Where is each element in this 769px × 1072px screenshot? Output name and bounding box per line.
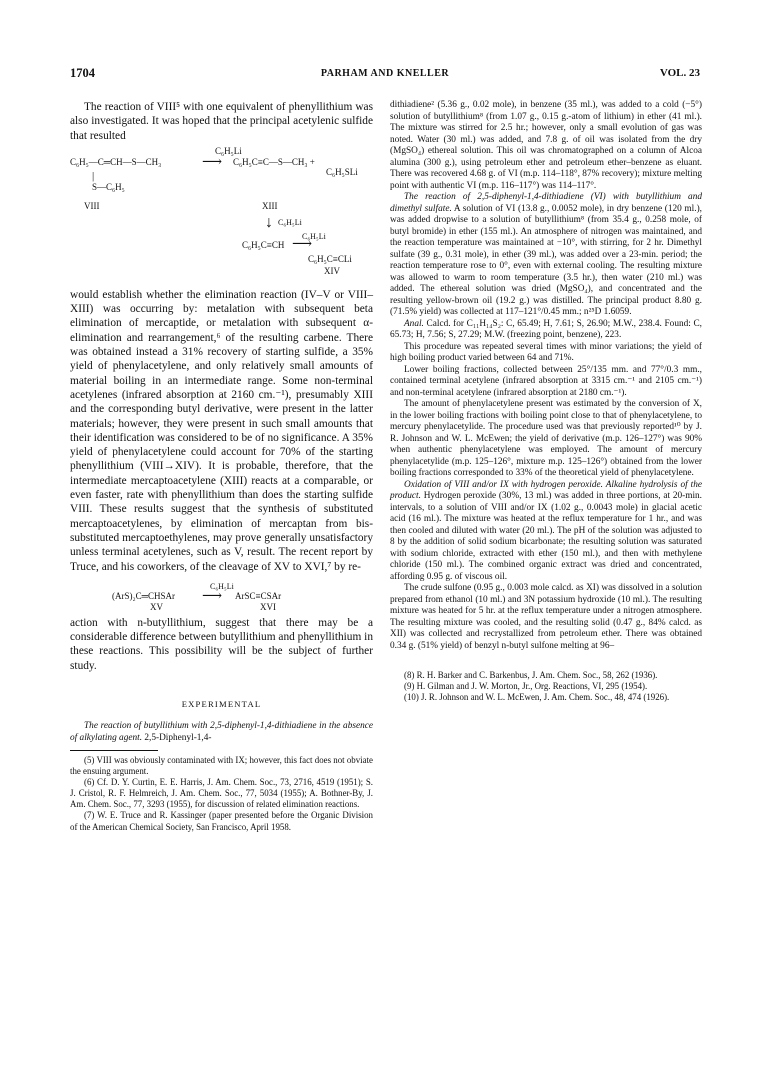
footnote-rule — [70, 750, 158, 751]
footnote-10: (10) J. R. Johnson and W. L. McEwen, J. Am. Chem. Soc., 48, 474 (1926). — [404, 692, 670, 703]
footnote-5: (5) VIII was obviously contaminated with IX; however, this fact does not obviate the ensuing argument. — [70, 755, 373, 777]
running-title: PARHAM AND KNELLER — [320, 68, 450, 79]
footnote-8: (8) R. H. Barker and C. Barkenbus, J. Am. Chem. Soc., 58, 262 (1936). — [404, 670, 658, 680]
page-number: 1704 — [70, 66, 95, 80]
lower-fractions: Lower boiling fractions, collected between 25°/135 mm. and 77°/0.3 mm., contained terminal acetylene (infrared absorption at 3315 cm.⁻¹ and 2105 cm.⁻¹) and non-terminal acetylene (infrared absorption at 2180 cm.⁻¹). — [390, 364, 702, 398]
analysis — [390, 319, 702, 342]
footnote-6: (6) Cf. D. Y. Curtin, E. E. Harris, J. Am. Chem. Soc., 73, 2716, 4519 (1951); S. J. Cristol, R. F. Helmreich, J. Am. Chem. Soc., 77, 5034 (1955); A. Bothner-By, J. Am. Chem. Soc., 77, 3293 (1955), for discussion of related elimination reactions. — [70, 777, 373, 810]
experiment-1-body: dithiadiene² (5.36 g., 0.02 mole), in benzene (35 ml.), was added to a cold (−5°) solution of butyllithium⁸ (from 1.07 g., 0.15 g.-atom of lithium) in ether (41 ml.). The mixture was stirred for 2.5 hr.; however, only a small evolution of gas was noted. Water (30 ml.) was added, and 7.8 g. of oil was isolated from the dry (MgSO₄) ethereal solution. This oil was chromatographed on a column of Alcoa alumina (300 g.), using petroleum ether and petroleum ether–benzene as eluant. There was recovered 4.68 g. of VI (m.p. 114–118°, 87% recovery); mixture melting point with authentic VI (m.p. 116–117°) was 114–117°. — [390, 100, 702, 191]
experiment-2 — [390, 192, 702, 319]
scheme1-reagent-down: C₆H₅Li — [278, 217, 302, 227]
oxidation-title: Oxidation of VIII and/or IX with hydrogen peroxide. Alkaline hydrolysis of the product. — [390, 479, 702, 501]
oxidation — [390, 480, 702, 584]
scheme1-substituent: S—C₆H₅ — [92, 181, 125, 192]
analysis-label: Anal. — [404, 318, 424, 329]
analysis-body: Calcd. for C₁₁H₁₄S₂: C, 65.49; H, 7.61; S, 26.90; M.W., 238.4. Found: C, 65.73; H, 7.56; S, 27.29; M.W. (freezing point, benzene), 223. — [390, 318, 702, 340]
scheme1-reagent-top: C₆H₅Li — [215, 145, 242, 156]
sulfone-hydrolysis: The crude sulfone (0.95 g., 0.003 mole calcd. as XI) was dissolved in a solution prepared from ethanol (10 ml.) and 3N potassium hydroxide (10 ml.). The resulting mixture was heated for 5 hr. at the reflux temperature under a nitrogen atmosphere. The resulting mixture was cooled, and the resulting solid (0.47 g., 84% calcd. as XII) was collected and recrystallized from petroleum ether. There was obtained 0.34 g. (51% yield) of benzyl n-butyl sulfone melting at 96– — [390, 583, 702, 651]
scheme2-start: (ArS)₂C═CHSAr — [112, 590, 176, 601]
scheme2-arrow: ⟶ — [202, 588, 223, 604]
experimental-title: The reaction of butyllithium with 2,5-diphenyl-1,4-dithiadiene in the absence of alkylating agent. — [70, 721, 373, 743]
volume-label: VOL. 23 — [659, 67, 700, 79]
scheme1-bond: | — [92, 169, 95, 182]
footnote-7: (7) W. E. Truce and R. Kassinger (paper presented before the Organic Division of the American Chemical Society, San Francisco, April 1958. — [70, 810, 373, 832]
scheme2-label-start: XV — [150, 601, 163, 612]
reaction-scheme-2 — [70, 582, 373, 610]
phenylacetylene-estimate: The amount of phenylacetylene present was estimated by the conversion of X, in the lower boiling fractions with boiling point close to that of phenylacetylene, to mercury phenylacetylide. The procedure used was that previously reported¹⁰ by J. R. Johnson and W. L. McEwen; the yield of derivative (m.p. 126–127°) was 90% when authentic phenylacetylene was employed. The amount of mercury phenylacetylide (m.p. 125–126°, mixture m.p. 125–126°) obtained from the lower boiling fractions corresponded to 33% of the theoretical yield of phenylacetylene. — [390, 399, 702, 478]
scheme1-product1: C₆H₅C≡C—S—CH₃ + — [233, 156, 315, 167]
scheme2-label-product: XVI — [260, 601, 276, 612]
left-column — [70, 100, 373, 833]
right-column — [390, 100, 702, 703]
paragraph-conclusion: action with n-butyllithium, suggest that there may be a considerable difference between butyllithium and phenyllithium in these reactions. This possibility will be the subject of further study. — [70, 616, 373, 672]
scheme1-start: C₆H₅—C═CH—S—CH₃ — [70, 156, 162, 167]
scheme1-label-product1: XIII — [262, 200, 278, 211]
oxidation-body: Hydrogen peroxide (30%, 13 ml.) was added in three portions, at 20-min. intervals, to a solution of VIII and/or IX (1.02 g., 0.0043 mole) in glacial acetic acid (16 ml.). The mixture was heated at the reflux temperature for 1 hr., and was then cooled and diluted with water (20 ml.). The pH of the solution was adjusted to 8 by the addition of solid sodium bicarbonate; the resulting solution was saturated with sodium chloride, extracted with ether (150 ml.), and then with methylene chloride (150 ml.). The combined organic extract was dried and concentrated, affording 0.95 g. of viscous oil. — [390, 491, 703, 582]
scheme1-product2: C₆H₅C≡CH — [242, 239, 285, 250]
repeat-note: This procedure was repeated several times with minor variations; the yield of high boiling product varied between 64 and 71%. — [390, 341, 702, 363]
scheme2-product: ArSC≡CSAr — [235, 590, 282, 601]
running-header — [70, 66, 700, 82]
paragraph-discussion: would establish whether the elimination reaction (IV–V or VIII–XIII) was occurring by: metalation with subsequent beta elimination of mercaptide, or metalation with subsequent α-elimination and rearrangement,⁶ of the resulting carbene. There was obtained instead a 31% recovery of starting sulfide, a 35% yield of phenylacetylene, and only relatively small amounts of material boiling in an intermediate range. Some non-terminal acetylenes (infrared absorption at 2160 cm.⁻¹), presumably XIII and the corresponding butyl derivative, were present in the latter materials; however, they were present in such small amounts that their identification was considered to be of no significance. A 35% yield of phenylacetylene could account for 70% of the starting phenyllithium (VIII→XIV). It is probable, therefore, that the intermediate mercaptoacetylene (XIII) reacts at a comparable, or even faster, rate with phenyllithium than does the starting sulfide VIII. These results suggest that the synthesis of substituted mercaptoacetylenes, by elimination of mercaptan from bis-substituted mercaptoethylenes, may prove generally unsatisfactory unless terminal acetylenes, such as V, result. The recent report by Truce, and his coworkers, of the cleavage of XV to XVI,⁷ by re- — [70, 288, 373, 573]
scheme1-reagent-side: C₆H₅Li — [302, 231, 326, 241]
scheme2-reagent: C₆H₅Li — [210, 581, 234, 591]
experimental-start: 2,5-Diphenyl-1,4- — [144, 732, 212, 743]
footnote-9: (9) H. Gilman and J. W. Morton, Jr., Org. Reactions, VI, 295 (1954). — [404, 681, 648, 692]
scheme1-arrow2: ⟶ — [292, 236, 313, 252]
section-heading: EXPERIMENTAL — [181, 699, 262, 710]
scheme1-down-arrow: ↓ — [265, 213, 273, 231]
reaction-scheme-1 — [70, 146, 373, 284]
scheme1-arrow1: ⟶ — [202, 154, 223, 170]
scheme1-label-product3: XIV — [324, 265, 340, 276]
experiment-2-body: A solution of VI (13.8 g., 0.0052 mole), in dry benzene (120 ml.), was added dropwise to a solution of butyllithium⁸ (from 35.4 g., 0.258 mole, of butyl bromide) in ether (155 ml.). An atmosphere of nitrogen was maintained, and the reaction temperature was maintained at −10°, with stirring, for 2 hr. Dimethyl sulfate (39 g., 0.31 mole), in ether (39 ml.), was added over a 23-min. period; the reaction temperature rose to 0°, even with external cooling. The resulting mixture was allowed to warm to room temperature (3.5 hr.), then water (210 ml.) was added. The ethereal solution was dried (MgSO₄), and concentrated and the resulting yellow-brown oil (19.2 g.) was distilled. The principal product 8.80 g. (71.5% yield) was collected at 117–121°/0.45 mm.; n²⁵D 1.6059. — [390, 203, 702, 317]
scheme1-product1b: C₆H₅SLi — [326, 166, 358, 177]
scheme1-label-start: VIII — [84, 200, 100, 211]
experiment-2-title: The reaction of 2,5-diphenyl-1,4-dithiadiene (VI) with butyllithium and dimethyl sulfate. — [390, 192, 702, 214]
right-footnotes — [390, 670, 702, 703]
paragraph-intro: The reaction of VIII⁵ with one equivalent of phenyllithium was also investigated. It was hoped that the principal acetylenic sulfide that resulted — [70, 101, 373, 142]
scheme1-product3: C₆H₅C≡CLi — [308, 253, 352, 264]
experimental-intro — [70, 721, 373, 744]
